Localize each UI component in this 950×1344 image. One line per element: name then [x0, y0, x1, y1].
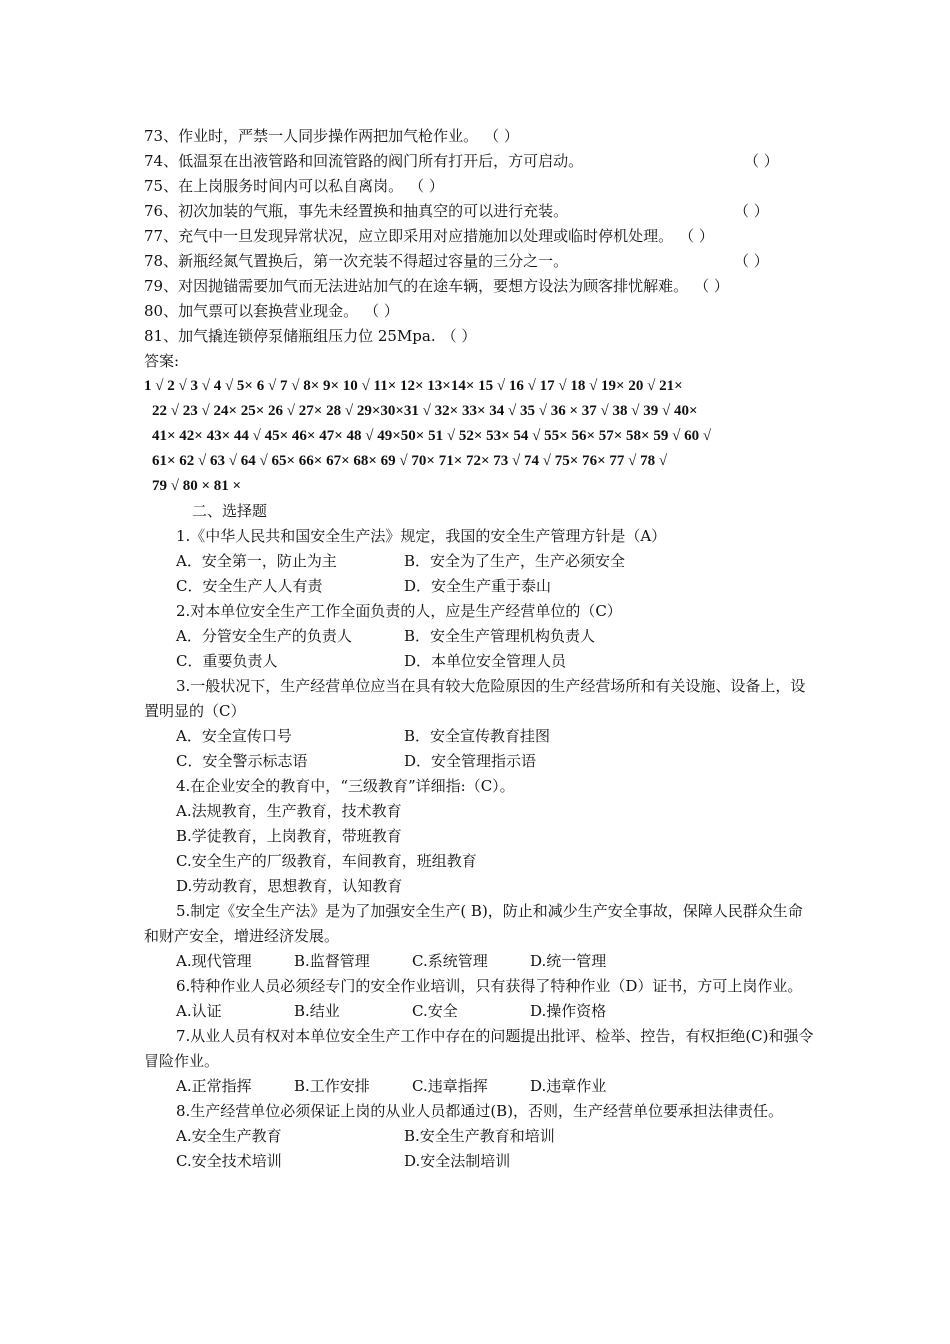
question-stem: 6.特种作业人员必须经专门的安全作业培训，只有获得了特种作业（D）证书，方可上岗作业。	[176, 977, 803, 995]
option: C.安全技术培训	[176, 1152, 282, 1170]
choice-question	[144, 974, 814, 1024]
true-false-question	[144, 324, 814, 349]
option: A.正常指挥	[176, 1077, 252, 1095]
option: D．安全管理指示语	[404, 752, 537, 770]
true-false-question	[144, 124, 814, 149]
option: A.法规教育，生产教育，技术教育	[176, 802, 402, 820]
multiple-choice-list	[144, 524, 814, 1174]
option: D．本单位安全管理人员	[404, 652, 567, 670]
question-stem: 5.制定《安全生产法》是为了加强安全生产( B)，防止和减少生产安全事故，保障人民群众生命和财产安全，增进经济发展。	[144, 902, 803, 945]
option: B.学徒教育，上岗教育，带班教育	[176, 827, 402, 845]
choice-question	[144, 1099, 814, 1174]
question-text: 74、低温泵在出液管路和回流管路的阀门所有打开后，方可启动。	[144, 152, 584, 170]
true-false-question	[144, 249, 814, 274]
option: C.安全	[412, 1002, 458, 1020]
true-false-question-list	[144, 124, 814, 349]
option: D.统一管理	[530, 952, 607, 970]
question-stem: 7.从业人员有权对本单位安全生产工作中存在的问题提出批评、检举、控告，有权拒绝(C)和强令冒险作业。	[144, 1027, 814, 1070]
option-row	[144, 624, 814, 649]
question-stem: 3.一般状况下，生产经营单位应当在具有较大危险原因的生产经营场所和有关设施、设备上，设置明显的（C）	[144, 677, 806, 720]
option-row	[144, 1124, 814, 1149]
option: A．安全第一，防止为主	[176, 552, 337, 570]
question-text: 80、加气票可以套换营业现金。	[144, 302, 359, 320]
answer-row: 61× 62 √ 63 √ 64 √ 65× 66× 67× 68× 69 √ 70× 71× 72× 73 √ 74 √ 75× 76× 77 √ 78 √	[152, 453, 668, 469]
answer-blank: （ ）	[441, 327, 477, 345]
choice-question	[144, 899, 814, 974]
option-row	[144, 949, 814, 974]
question-text: 79、对因抛锚需要加气而无法进站加气的在途车辆，要想方设法为顾客排忧解难。	[144, 277, 689, 295]
option: C．重要负责人	[176, 652, 278, 670]
option: B.工作安排	[294, 1077, 370, 1095]
choice-question	[144, 1024, 814, 1099]
answer-blank: （ ）	[694, 277, 729, 295]
option-row	[144, 549, 814, 574]
option-row	[144, 1149, 814, 1174]
question-text: 75、在上岗服务时间内可以私自离岗。	[144, 177, 404, 195]
question-text: 81、加气撬连锁停泵储瓶组压力位 25Mpa.	[144, 327, 436, 345]
answer-blank: （ ）	[484, 127, 519, 145]
option: B.监督管理	[294, 952, 370, 970]
choice-question	[144, 599, 814, 674]
choice-question	[144, 774, 814, 899]
answer-key	[144, 374, 814, 499]
option: C.系统管理	[412, 952, 488, 970]
option: D．安全生产重于泰山	[404, 577, 552, 595]
question-stem: 1.《中华人民共和国安全生产法》规定，我国的安全生产管理方针是（A）	[176, 527, 667, 545]
question-stem: 2.对本单位安全生产工作全面负责的人，应是生产经营单位的（C）	[176, 602, 622, 620]
question-text: 77、充气中一旦发现异常状况，应立即采用对应措施加以处理或临时停机处理。	[144, 227, 674, 245]
option: C．安全警示标志语	[176, 752, 308, 770]
option: A．分管安全生产的负责人	[176, 627, 352, 645]
option: A.认证	[176, 1002, 222, 1020]
option-row	[144, 649, 814, 674]
option: D.违章作业	[530, 1077, 607, 1095]
document-content	[144, 124, 814, 1174]
true-false-question	[144, 274, 814, 299]
true-false-question	[144, 149, 814, 174]
question-text: 78、新瓶经氮气置换后，第一次充装不得超过容量的三分之一。	[144, 252, 569, 270]
option: A.安全生产教育	[176, 1127, 282, 1145]
option-row	[144, 724, 814, 749]
option: B．安全生产管理机构负责人	[404, 627, 596, 645]
answer-row: 41× 42× 43× 44 √ 45× 46× 47× 48 √ 49×50× 51 √ 52× 53× 54 √ 55× 56× 57× 58× 59 √ 60 √	[152, 428, 712, 444]
true-false-question	[144, 299, 814, 324]
answer-blank: （ ）	[734, 252, 769, 270]
answer-row: 22 √ 23 √ 24× 25× 26 √ 27× 28 √ 29×30×31 √ 32× 33× 34 √ 35 √ 36 × 37 √ 38 √ 39 √ 40×	[152, 403, 698, 419]
option-row	[144, 574, 814, 599]
answer-blank: （ ）	[734, 202, 769, 220]
question-text: 73、作业时，严禁一人同步操作两把加气枪作业。	[144, 127, 479, 145]
true-false-question	[144, 199, 814, 224]
answer-row: 1 √ 2 √ 3 √ 4 √ 5× 6 √ 7 √ 8× 9× 10 √ 11× 12× 13×14× 15 √ 16 √ 17 √ 18 √ 19× 20 √ 21×	[144, 378, 683, 394]
option: D.劳动教育，思想教育，认知教育	[176, 877, 403, 895]
choice-question	[144, 674, 814, 774]
option: D.安全法制培训	[404, 1152, 511, 1170]
option: D.操作资格	[530, 1002, 607, 1020]
option-row	[144, 999, 814, 1024]
answer-blank: （ ）	[679, 227, 714, 245]
question-stem: 8.生产经营单位必须保证上岗的从业人员都通过(B)，否则，生产经营单位要承担法律责任。	[176, 1102, 784, 1120]
section-title: 二、选择题	[192, 502, 268, 520]
option: B．安全为了生产，生产必须安全	[404, 552, 626, 570]
option: C.违章指挥	[412, 1077, 488, 1095]
option: B.结业	[294, 1002, 340, 1020]
option: B．安全宣传教育挂图	[404, 727, 551, 745]
option: C．安全生产人人有责	[176, 577, 323, 595]
answers-label: 答案:	[144, 352, 180, 370]
true-false-question	[144, 224, 814, 249]
option: A．安全宣传口号	[176, 727, 292, 745]
answer-row: 79 √ 80 × 81 ×	[152, 478, 242, 494]
answer-blank: （ ）	[744, 152, 779, 170]
option-row	[144, 1074, 814, 1099]
question-text: 76、初次加装的气瓶，事先未经置换和抽真空的可以进行充装。	[144, 202, 569, 220]
option: A.现代管理	[176, 952, 252, 970]
answer-blank: （ ）	[364, 302, 399, 320]
option: C.安全生产的厂级教育，车间教育，班组教育	[176, 852, 477, 870]
choice-question	[144, 524, 814, 599]
question-stem: 4.在企业安全的教育中，“三级教育”详细指:（C）。	[176, 777, 515, 795]
option-row	[144, 749, 814, 774]
answer-blank: （ ）	[409, 177, 444, 195]
true-false-question	[144, 174, 814, 199]
option: B.安全生产教育和培训	[404, 1127, 555, 1145]
